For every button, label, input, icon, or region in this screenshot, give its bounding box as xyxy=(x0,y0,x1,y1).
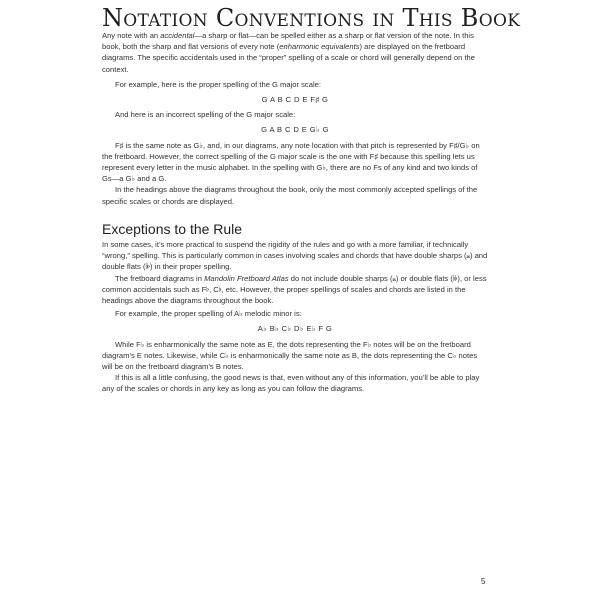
paragraph: And here is an incorrect spelling of the G major scale: xyxy=(115,110,296,120)
paragraph: For example, here is the proper spelling of the G major scale: xyxy=(115,79,321,89)
paragraph: In the headings above the diagrams throughout the book, only the most commonly accepted spellings of the specific scales or chords are displayed. xyxy=(102,185,478,206)
scale-spelling: G A B C D E G♭ G xyxy=(261,125,329,135)
page-number: 5 xyxy=(481,577,486,586)
text-run: Any note with an xyxy=(102,31,161,40)
page-title: Notation Conventions in This Book xyxy=(102,4,521,32)
text-run: —a sharp or flat—can be spelled either as a sharp or flat version of the note. In this book, both the sharp and flat versions of every note ( xyxy=(102,31,474,52)
section-heading: Exceptions to the Rule xyxy=(102,221,243,237)
paragraph: In some cases, it’s more practical to suspend the rigidity of the rules and go with a more familiar, if technically “wrong,” spelling. This is particularly common in cases involving scales and chords that have double sharps (𝄪) and double flats (𝄫) in their proper spelling. xyxy=(102,240,488,272)
scale-spelling: G A B C D E F♯ G xyxy=(261,95,329,105)
scale-spelling: A♭ B♭ C♭ D♭ E♭ F G xyxy=(257,324,333,334)
section-exceptions xyxy=(102,239,488,395)
text-run: do not include double sharps (𝄪) or double flats (𝄫), or less common accidentals such as F♭, C♭, etc. However, the proper spellings of scales and chords are listed in the headings above the diagrams throughout the book. xyxy=(102,273,487,306)
emphasis-text: accidental xyxy=(160,31,195,40)
text-run: ) are displayed on the fretboard diagrams. The specific accidentals used in the “proper” spelling of a scale or chord will generally depend on the context. xyxy=(102,42,476,74)
paragraph xyxy=(102,30,488,75)
paragraph xyxy=(102,273,488,307)
text-run: The fretboard diagrams in xyxy=(115,273,205,283)
book-title-text: Mandolin Fretboard Atlas xyxy=(204,273,289,283)
emphasis-text: enharmonic equivalents xyxy=(279,42,360,52)
paragraph: For example, the proper spelling of A♭ melodic minor is: xyxy=(115,309,302,319)
paragraph: While F♭ is enharmonically the same note as E, the dots representing the F♭ notes will be on the fretboard diagram’s E notes. Likewise, while C♭ is enharmonically the same note as B, the dots representing the C♭ notes will be on the fretboard diagram’s B notes. xyxy=(102,339,478,372)
paragraph: If this is all a little confusing, the good news is that, even without any of this information, you’ll be able to play any of the scales or chords in any key as long as you can follow the diagrams. xyxy=(102,373,480,394)
paragraph: F♯ is the same note as G♭, and, in our diagrams, any note location with that pitch is represented by F♯/G♭ on the fretboard. However, the correct spelling of the G major scale is the one with F♯ because this spelling lets us represent every letter in the music alphabet. In the spelling with G♭, there are no Fs of any kind and two kinds of Gs—a G♭ and a G. xyxy=(102,140,480,184)
section-intro xyxy=(102,30,488,207)
